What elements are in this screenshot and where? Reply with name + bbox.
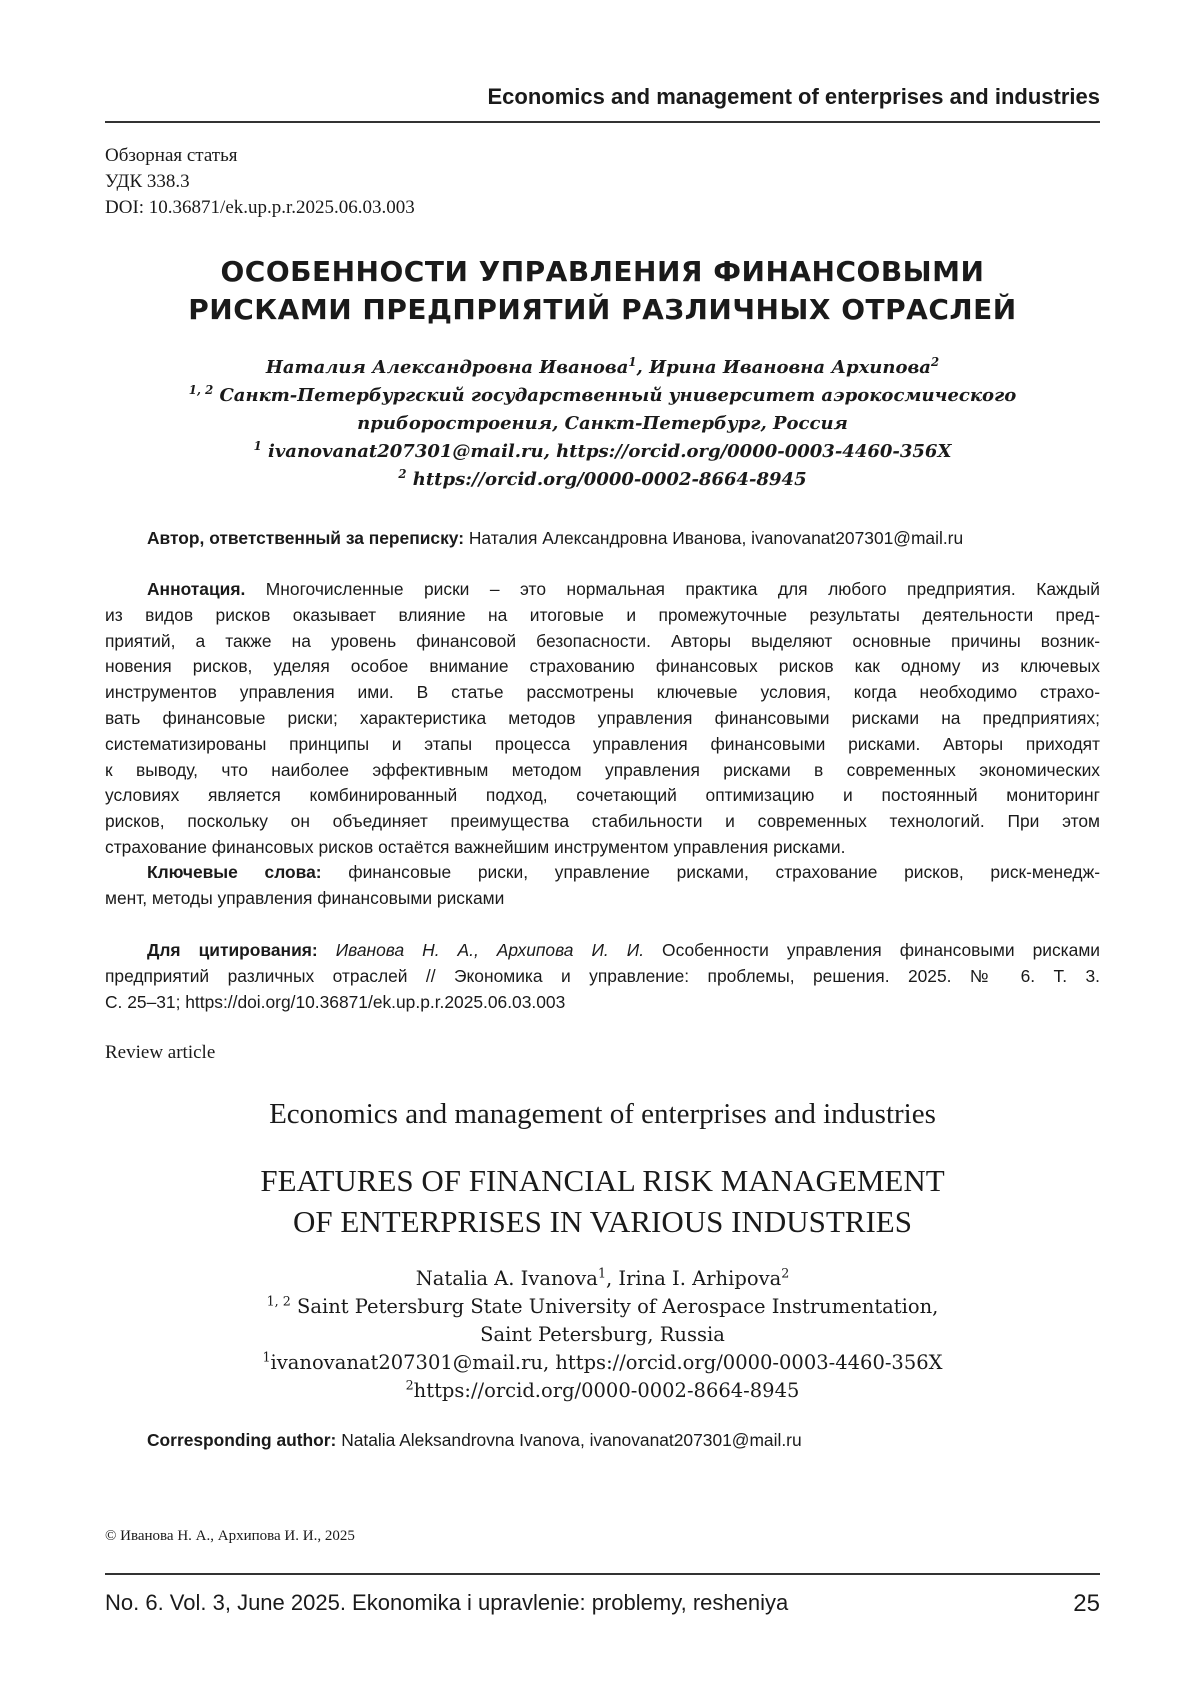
contact-text[interactable]: https://orcid.org/0000-0002-8664-8945 — [413, 1379, 800, 1402]
abstract-line: страхование финансовых рисков остаётся важнейшим инструментом управления рисками. — [105, 836, 846, 857]
title-en-line: FEATURES OF FINANCIAL RISK MANAGEMENT — [260, 1163, 945, 1198]
doi: DOI: 10.36871/ek.up.p.r.2025.06.03.003 — [105, 197, 415, 218]
contact-text[interactable]: ivanovanat207301@mail.ru, https://orcid.org/0000-0003-4460-356X — [270, 1351, 943, 1374]
keywords-text: финансовые риски, управление рисками, страхование рисков, риск-менедж- — [321, 862, 1101, 882]
udc-code: УДК 338.3 — [105, 171, 190, 192]
page-number: 25 — [1073, 1590, 1100, 1617]
title-ru-line: ОСОБЕННОСТИ УПРАВЛЕНИЯ ФИНАНСОВЫМИ — [220, 255, 985, 288]
article-type-ru: Обзорная статья — [105, 145, 238, 166]
author-1-sup: 1 — [597, 1265, 606, 1281]
citation — [105, 938, 1100, 1015]
affil-line: Saint Petersburg State University of Aerospace Instrumentation, — [290, 1295, 939, 1318]
abstract-line: систематизированы принципы и этапы процесса управления финансовыми рисками. Авторы приходят — [105, 733, 1100, 754]
contact-2-en — [105, 1377, 1100, 1405]
citation-authors: Иванова Н. А., Архипова И. И. — [317, 940, 645, 960]
abstract-line: вать финансовые риски; характеристика методов управления финансовыми рисками на предприятиях; — [105, 707, 1100, 728]
citation-label: Для цитирования: — [147, 940, 318, 960]
journal-footer: No. 6. Vol. 3, June 2025. Ekonomika i upravlenie: problemy, resheniya — [105, 1590, 789, 1615]
contact-text[interactable]: ivanovanat207301@mail.ru, https://orcid.org/0000-0003-4460-356X — [261, 441, 952, 462]
abstract-line: рисков, поскольку он объединяет преимущества стабильности и современных технологий. При этом — [105, 811, 1100, 832]
footer-rule — [105, 1573, 1100, 1575]
authors-en-names — [105, 1265, 1100, 1293]
citation-text: Особенности управления финансовыми рисками — [644, 940, 1100, 960]
author-sep: , — [606, 1267, 619, 1290]
title-ru-line: РИСКАМИ ПРЕДПРИЯТИЙ РАЗЛИЧНЫХ ОТРАСЛЕЙ — [188, 293, 1017, 326]
affiliation-en-cont: Saint Petersburg, Russia — [480, 1323, 725, 1346]
abstract-line: из видов рисков оказывает влияние на итоговые и промежуточные результаты деятельности пред- — [105, 604, 1100, 625]
affiliation-ru — [105, 382, 1100, 410]
abstract-label: Аннотация. — [147, 579, 246, 599]
contact-sup: 2 — [398, 467, 407, 481]
citation-line[interactable]: С. 25–31; https://doi.org/10.36871/ek.up.p.r.2025.06.03.003 — [105, 991, 566, 1012]
article-page — [105, 0, 1100, 1698]
corresponding-text-en: Natalia Aleksandrovna Ivanova, ivanovanat207301@mail.ru — [336, 1430, 802, 1450]
title-en-line: OF ENTERPRISES IN VARIOUS INDUSTRIES — [293, 1204, 912, 1239]
affil-line: Санкт-Петербургский государственный университет аэрокосмического — [213, 385, 1017, 406]
running-head: Economics and management of enterprises and industries — [487, 84, 1100, 109]
title-ru — [105, 253, 1100, 329]
contact-sup: 2 — [405, 1377, 414, 1393]
abstract-line: условиях является комбинированный подход, сочетающий оптимизацию и постоянный мониторинг — [105, 785, 1100, 806]
title-en — [105, 1160, 1100, 1242]
author-2-sup: 2 — [930, 355, 940, 369]
abstract-line: инструментов управления ими. В статье рассмотрены ключевые условия, когда необходимо страхо- — [105, 682, 1100, 703]
affil-sup: 1, 2 — [266, 1293, 291, 1309]
authors-en — [105, 1265, 1100, 1405]
affiliation-en — [105, 1293, 1100, 1321]
author-1-sup: 1 — [628, 355, 637, 369]
article-meta — [105, 143, 415, 221]
affiliation-ru-cont: приборостроения, Санкт-Петербург, Россия — [357, 413, 848, 434]
rubric-en: Economics and management of enterprises and industries — [269, 1098, 936, 1130]
corresponding-author-en — [147, 1430, 802, 1451]
authors-ru-names — [105, 354, 1100, 382]
corresponding-label-en: Corresponding author: — [147, 1430, 337, 1450]
citation-line: предприятий различных отраслей // Экономика и управление: проблемы, решения. 2025. № 6. Т. 3. — [105, 965, 1100, 986]
author-2-sup: 2 — [781, 1265, 790, 1281]
contact-sup: 1 — [253, 439, 262, 453]
author-1-name-en: Natalia A. Ivanova — [415, 1267, 598, 1290]
abstract-line — [105, 577, 1100, 603]
authors-ru — [105, 354, 1100, 494]
corresponding-text: Наталия Александровна Иванова, ivanovanat207301@mail.ru — [464, 528, 964, 548]
author-2-name: Ирина Ивановна Архипова — [649, 357, 931, 378]
abstract-line: новения рисков, уделяя особое внимание страхованию финансовых рисков как одному из ключевых — [105, 656, 1100, 677]
author-1-name: Наталия Александровна Иванова — [265, 357, 629, 378]
contact-1-en — [105, 1349, 1100, 1377]
keywords-line: мент, методы управления финансовыми рисками — [105, 887, 505, 908]
affil-sup: 1, 2 — [188, 383, 214, 397]
article-type-en: Review article — [105, 1042, 216, 1063]
citation-line — [105, 938, 1100, 964]
contact-2-ru — [105, 466, 1100, 494]
contact-1-ru — [105, 438, 1100, 466]
author-sep: , — [636, 357, 650, 378]
abstract-text: Многочисленные риски – это нормальная практика для любого предприятия. Каждый — [245, 579, 1100, 599]
corresponding-author-ru — [105, 526, 1100, 552]
author-2-name-en: Irina I. Arhipova — [618, 1267, 782, 1290]
contact-sup: 1 — [262, 1349, 271, 1365]
contact-text[interactable]: https://orcid.org/0000-0002-8664-8945 — [406, 469, 807, 490]
abstract-line: к выводу, что наиболее эффективным методом управления рисками в современных экономических — [105, 759, 1100, 780]
corresponding-line — [105, 526, 1100, 552]
abstract-line: приятий, а также на уровень финансовой безопасности. Авторы выделяют основные причины возник- — [105, 630, 1100, 651]
copyright: © Иванова Н. А., Архипова И. И., 2025 — [105, 1528, 355, 1544]
header-rule — [105, 121, 1100, 123]
keywords — [105, 860, 1100, 912]
abstract — [105, 577, 1100, 861]
corresponding-label: Автор, ответственный за переписку: — [147, 528, 465, 548]
keywords-label: Ключевые слова: — [147, 862, 322, 882]
keywords-line — [105, 860, 1100, 886]
